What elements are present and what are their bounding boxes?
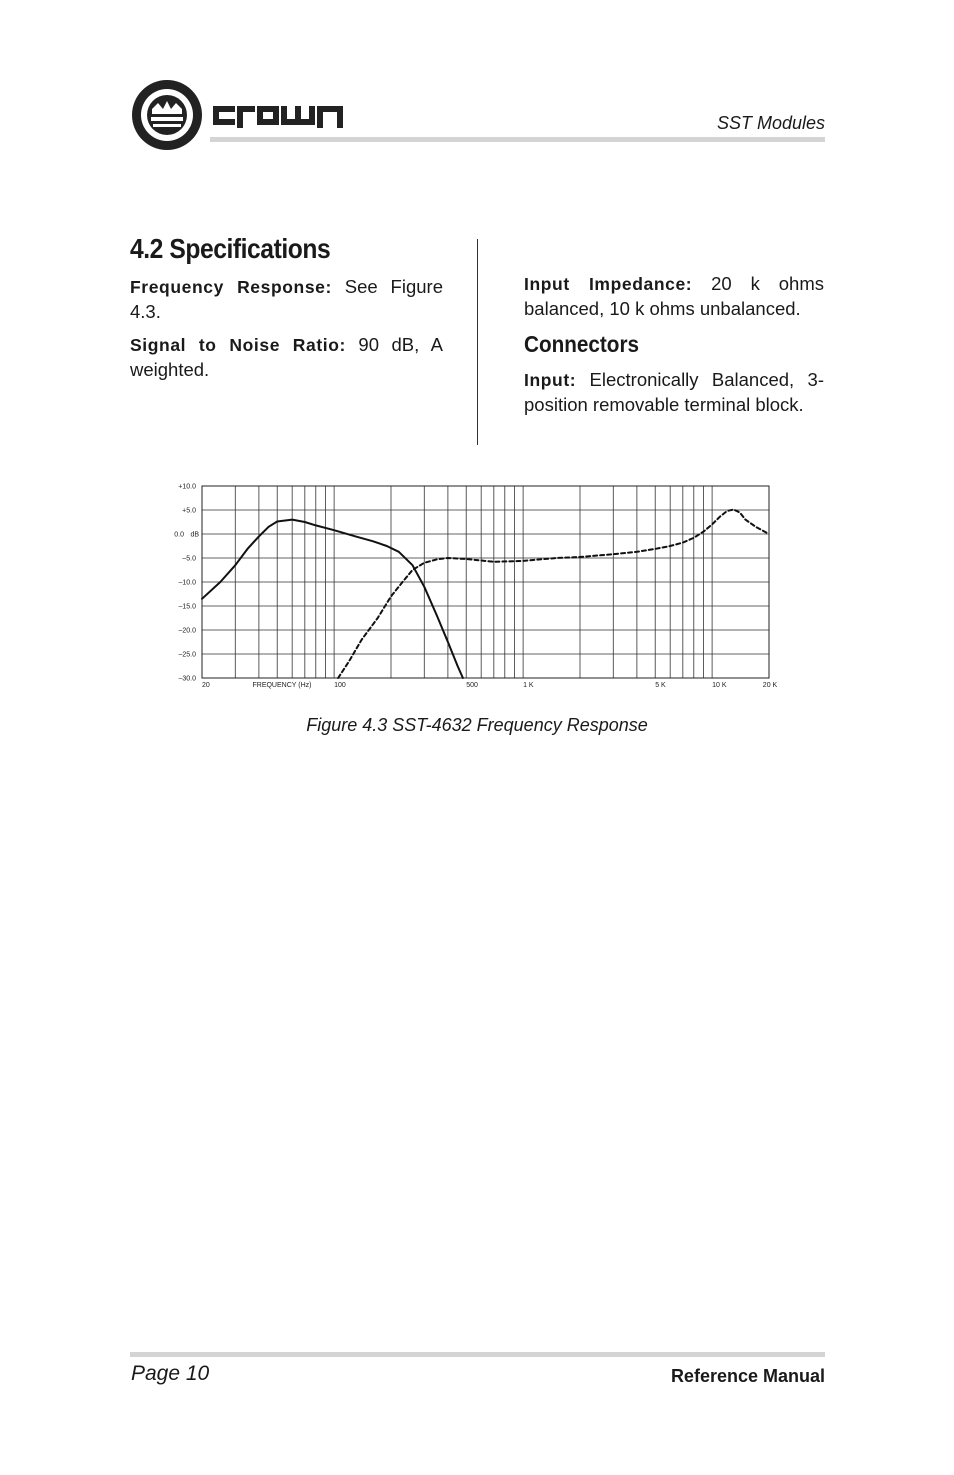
x-tick-label: 100 xyxy=(334,682,346,689)
spec-term: Input Impedance: xyxy=(524,274,693,294)
y-tick-label: +5.0 xyxy=(182,507,196,515)
crown-wordmark xyxy=(216,109,340,125)
footer-rule xyxy=(130,1352,825,1357)
manual-title: Reference Manual xyxy=(670,1366,825,1386)
y-axis-unit: dB xyxy=(190,531,199,539)
spec-term: Input: xyxy=(524,370,577,390)
spec-value: 90 dB, A weighted. xyxy=(130,334,443,380)
y-tick-label: –25.0 xyxy=(178,651,196,659)
spec-value: Electronically Balanced, 3-position removable terminal block. xyxy=(524,369,824,415)
y-tick-label: –5.0 xyxy=(182,555,196,563)
spec-frequency-response xyxy=(130,275,443,324)
x-tick-label: 20 xyxy=(202,682,210,689)
x-axis-label: FREQUENCY (Hz) xyxy=(252,682,312,689)
connectors-heading: Connectors xyxy=(524,331,640,357)
header-rule xyxy=(210,137,825,142)
section-heading: 4.2 Specifications xyxy=(130,233,331,264)
header-section-title: SST Modules xyxy=(716,113,825,133)
page-number: Page 10 xyxy=(131,1362,210,1385)
spec-input-connector xyxy=(524,368,824,417)
frequency-response-chart xyxy=(160,474,790,696)
y-tick-label: –10.0 xyxy=(178,579,196,587)
crown-logo xyxy=(128,76,368,156)
spec-input-impedance xyxy=(524,272,824,321)
x-tick-label: 500 xyxy=(466,682,478,689)
spec-value: 20 k ohms balanced, 10 k ohms unbalanced. xyxy=(524,273,824,319)
x-tick-label: 10 K xyxy=(712,682,727,689)
x-tick-label: 1 K xyxy=(523,682,534,689)
y-tick-label: –20.0 xyxy=(178,627,196,635)
y-tick-label: –30.0 xyxy=(178,675,196,683)
y-tick-label: –15.0 xyxy=(178,603,196,611)
x-tick-label: 20 K xyxy=(762,682,778,689)
series-line-dashed xyxy=(338,510,769,679)
spec-value: See Figure 4.3. xyxy=(130,276,443,322)
y-tick-label: +10.0 xyxy=(178,483,196,491)
spec-term: Signal to Noise Ratio: xyxy=(130,335,346,355)
x-tick-label: 5 K xyxy=(655,682,666,689)
spec-term: Frequency Response: xyxy=(130,277,332,297)
column-divider xyxy=(477,239,478,445)
y-tick-label: 0.0 xyxy=(174,531,184,539)
spec-signal-to-noise xyxy=(130,333,443,382)
figure-caption: Figure 4.3 SST-4632 Frequency Response xyxy=(306,715,648,735)
